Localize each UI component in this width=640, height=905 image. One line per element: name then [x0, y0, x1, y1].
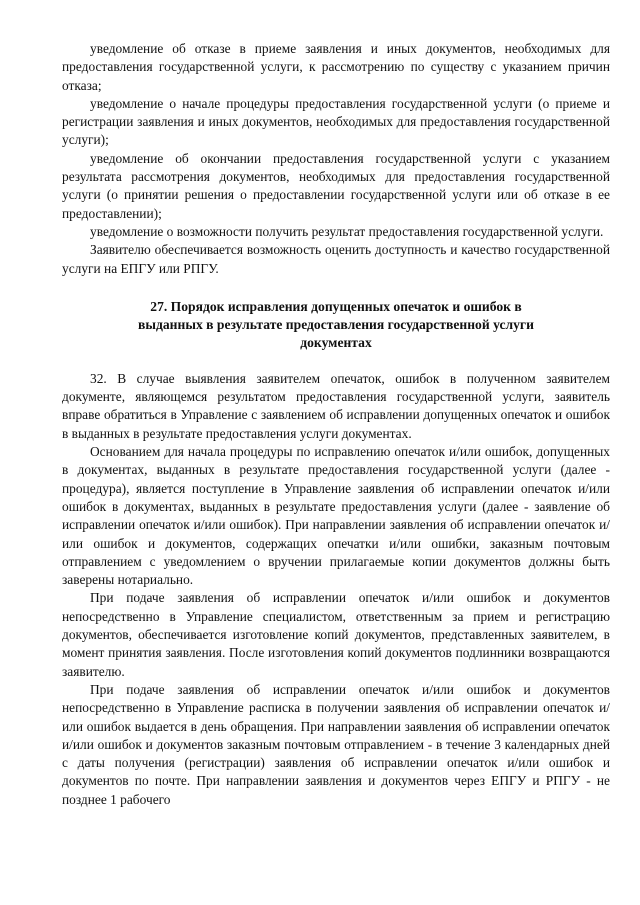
- paragraph: При подаче заявления об исправлении опечаток и/или ошибок и документов непосредственно в Управление специалистом, ответственным за прием и регистрацию документов, обеспечивается изготовление копий документов, представленных заявителем, в момент принятия заявления. После изготовления копий документов подлинники возвращаются заявителю.: [62, 590, 610, 679]
- paragraph: уведомление об окончании предоставления государственной услуги с указанием результата рассмотрения документов, необходимых для предоставления государственной услуги (о принятии решения о предоставлении государственной услуги или об отказе в ее предоставлении);: [62, 150, 610, 221]
- section-heading: 27. Порядок исправления допущенных опечаток и ошибок в выданных в результате предоставления государственной услуги документах: [138, 298, 534, 350]
- paragraph: 32. В случае выявления заявителем опечаток, ошибок в полученном заявителем документе, являющемся результатом предоставления государственной услуги, заявитель вправе обратиться в Управление с заявлением об исправлении допущенных опечаток и ошибок в выданных в результате предоставления услуги документах.: [62, 370, 610, 441]
- paragraph: уведомление об отказе в приеме заявления и иных документов, необходимых для предоставления государственной услуги, к рассмотрению по существу с указанием причин отказа;: [62, 41, 610, 93]
- paragraph: уведомление о возможности получить результат предоставления государственной услуги.: [90, 223, 604, 239]
- document-page: [62, 40, 610, 809]
- paragraph: Заявителю обеспечивается возможность оценить доступность и качество государственной услуги на ЕПГУ или РПГУ.: [62, 242, 610, 276]
- paragraph: Основанием для начала процедуры по исправлению опечаток и/или ошибок, допущенных в документах, выданных в результате предоставления государственной услуги (далее - процедура), является поступление в Управление заявления об исправлении опечаток и/или ошибок в документах, выданных в результате предоставления услуги (далее - заявление об исправлении опечаток и/или ошибок). При направлении заявления об исправлении опечаток и/или ошибок и документов, содержащих опечатки и/или ошибки, заказным почтовым отправлением с уведомлением о вручении прилагаемые копии документов должны быть заверены нотариально.: [62, 444, 610, 588]
- paragraph: При подаче заявления об исправлении опечаток и/или ошибок и документов непосредственно в Управление расписка в получении заявления об исправлении опечаток и/или ошибок выдается в день обращения. При направлении заявления об исправлении опечаток и/или ошибок и документов заказным почтовым отправлением - в течение 3 календарных дней с даты получения (регистрации) заявления об исправлении опечаток и/или ошибок и документов по почте. При направлении заявления и документов через ЕПГУ и РПГУ - не позднее 1 рабочего: [62, 681, 610, 807]
- paragraph: уведомление о начале процедуры предоставления государственной услуги (о приеме и регистрации заявления и иных документов, необходимых для предоставления государственной услуги);: [62, 95, 610, 148]
